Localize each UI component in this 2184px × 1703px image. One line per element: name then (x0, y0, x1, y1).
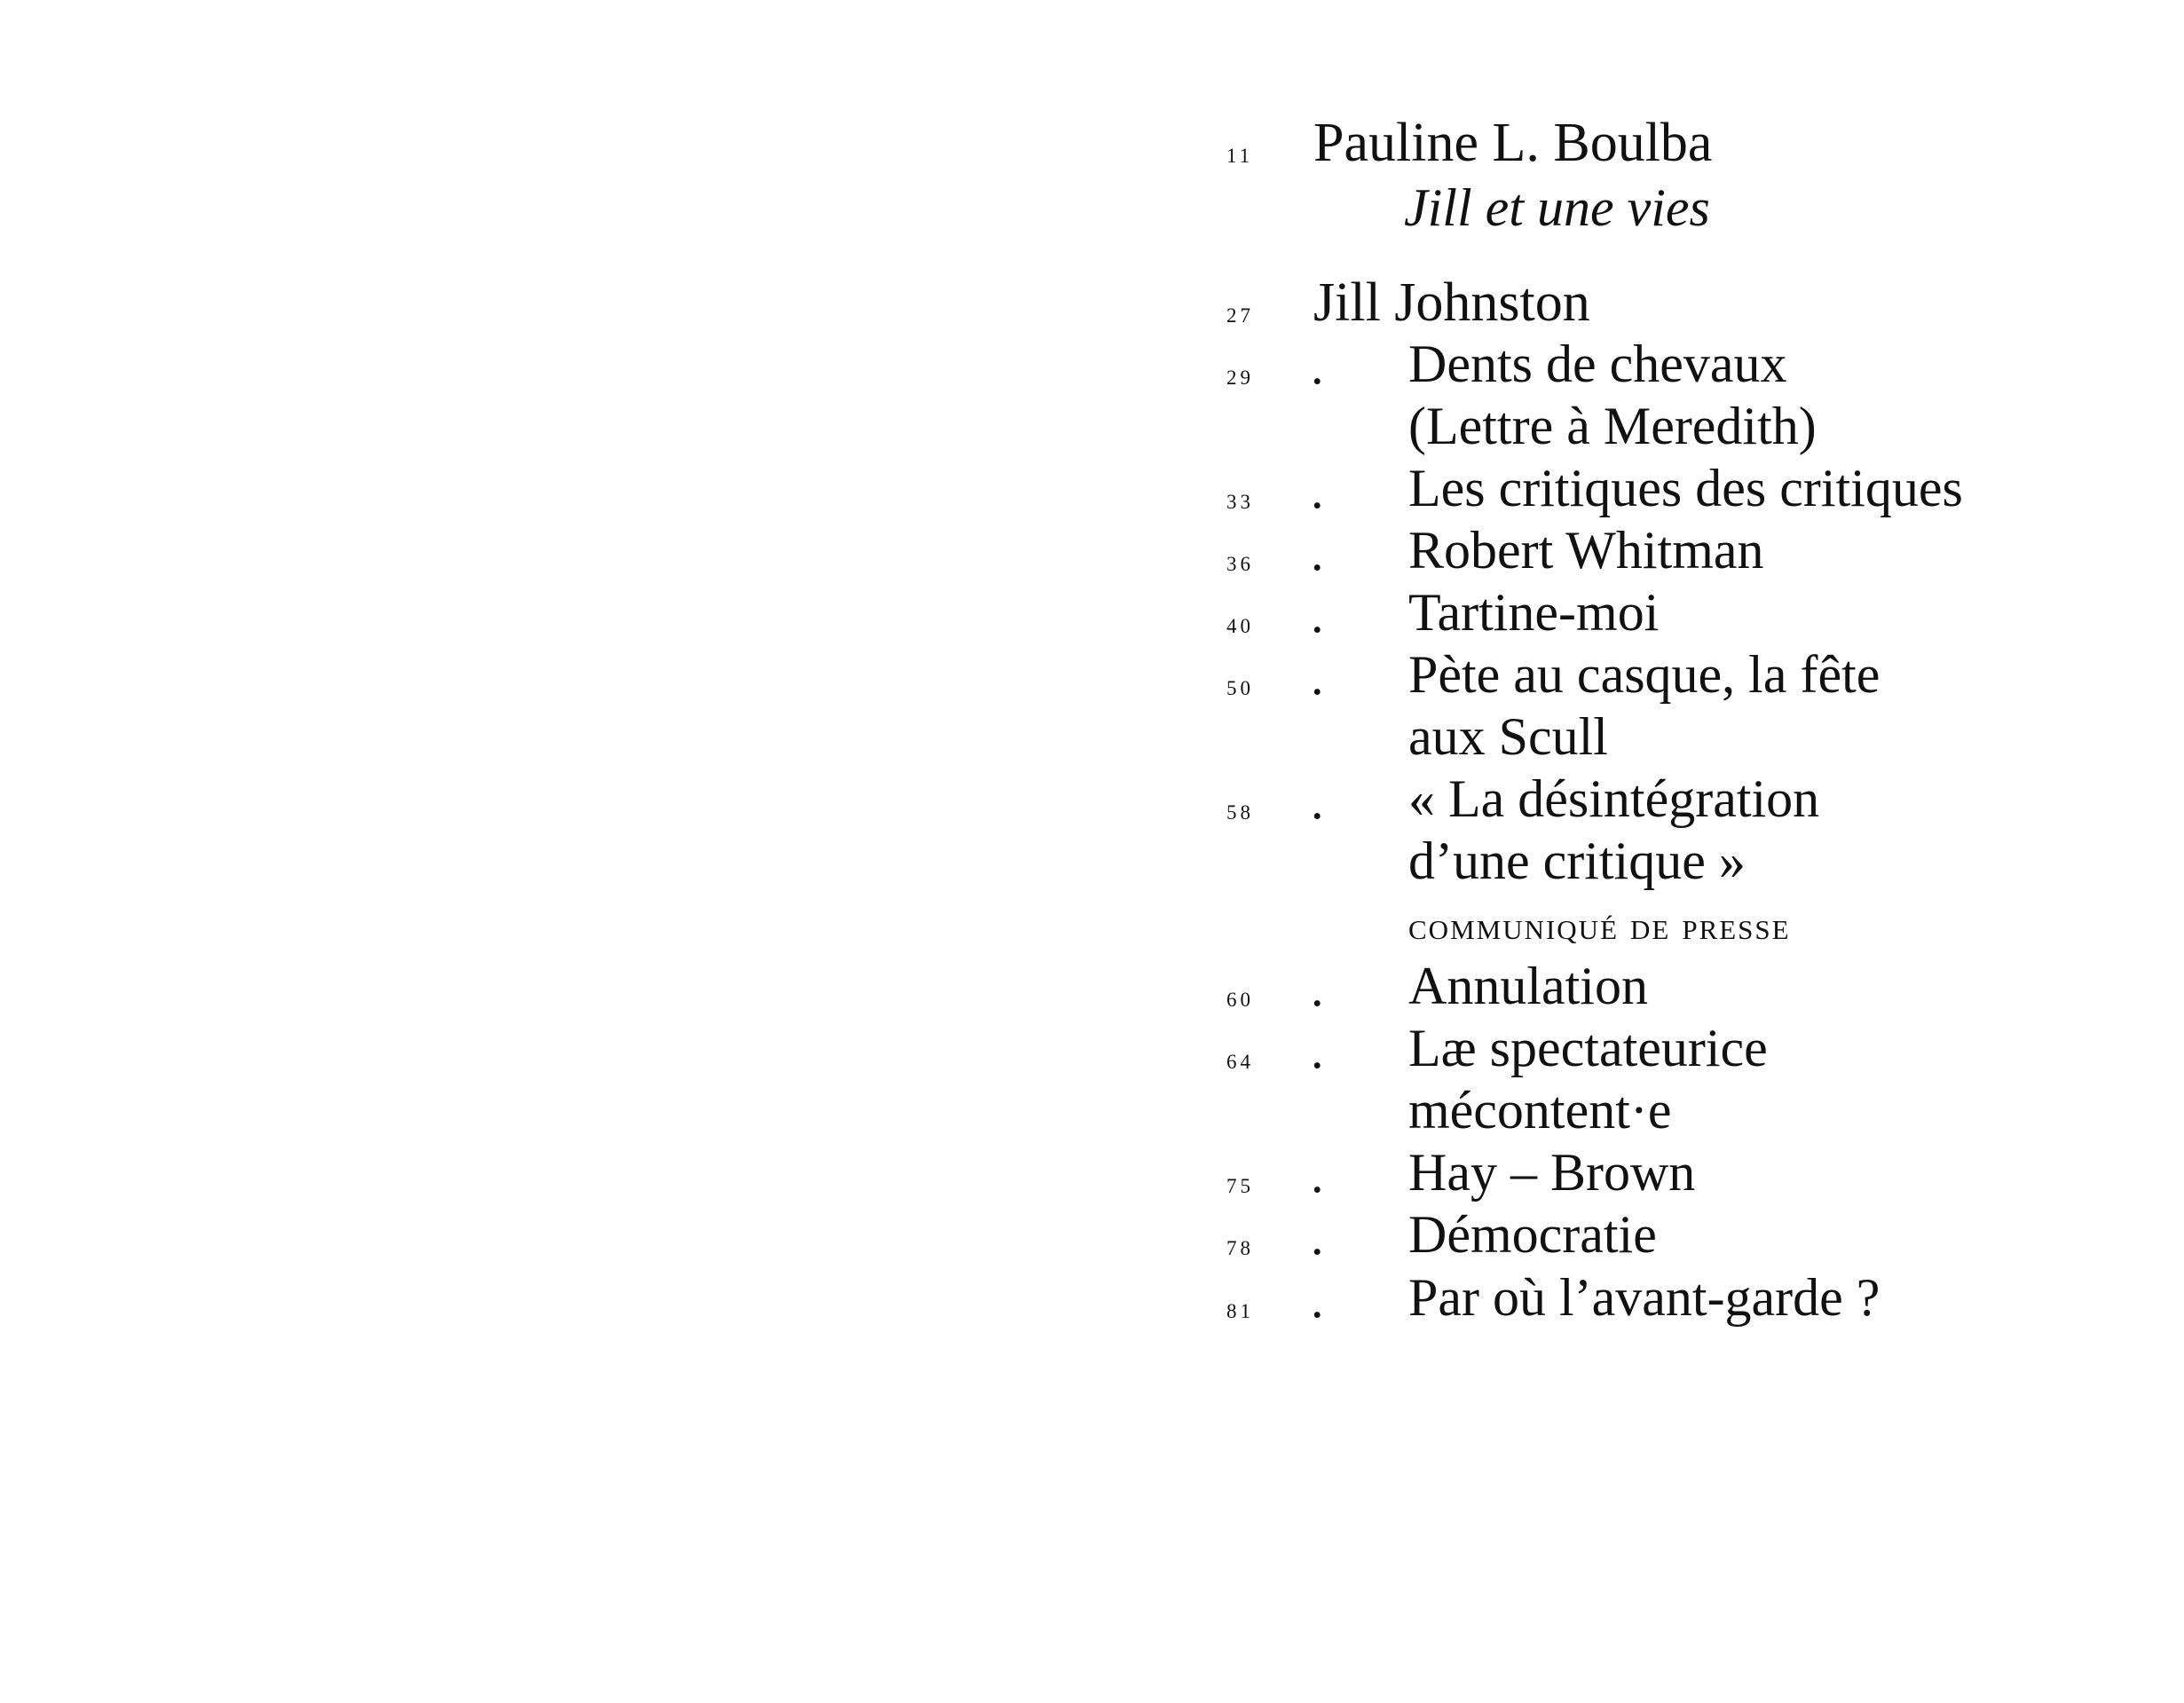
entry-title-line: Tartine-moi (1408, 583, 1660, 642)
page-number: 33 (1226, 491, 1254, 513)
entry-dot: . (1311, 1208, 1324, 1265)
contents-page (1092, 0, 2184, 1703)
entry-title-line: Pète au casque, la fête (1408, 645, 1880, 704)
entry-title-line: Robert Whitman (1408, 521, 1764, 579)
entry-dot: . (1311, 586, 1324, 643)
page-number: 50 (1226, 677, 1254, 699)
page-number: 64 (1226, 1051, 1254, 1073)
entry-note: communiqué de presse (1408, 904, 1791, 948)
entry-title-line: Annulation (1408, 957, 1648, 1015)
entry-dot: . (1311, 524, 1324, 581)
entry-dot: . (1311, 1146, 1324, 1203)
page-number: 78 (1226, 1237, 1254, 1259)
page-number: 81 (1226, 1300, 1254, 1322)
entry-dot: . (1311, 1021, 1324, 1079)
page-number: 75 (1226, 1175, 1254, 1197)
entry-dot: . (1311, 1271, 1324, 1328)
entry-title-line: Démocratie (1408, 1205, 1657, 1264)
page-number: 36 (1226, 553, 1254, 575)
author-name: Jill Johnston (1313, 272, 1590, 333)
entry-dot: . (1311, 461, 1324, 519)
page-number: 40 (1226, 615, 1254, 637)
page-number: 11 (1226, 145, 1254, 167)
table-of-contents (1092, 0, 2184, 1703)
entry-title-line: « La désintégration (1408, 769, 1820, 828)
entry-title-line: mécontent·e (1408, 1081, 1672, 1139)
page-number: 29 (1226, 367, 1254, 389)
entry-title-line: Læ spectateurice (1408, 1019, 1768, 1077)
entry-dot: . (1311, 772, 1324, 830)
entry-title-line: Les critiques des critiques (1408, 459, 1963, 517)
entry-title-line: Dents de chevaux (1408, 335, 1787, 393)
entry-title-line: Par où l’avant-garde ? (1408, 1268, 1880, 1327)
entry-dot: . (1311, 648, 1324, 706)
entry-dot: . (1311, 959, 1324, 1017)
entry-title-line: d’une critique » (1408, 832, 1746, 890)
page-number: 58 (1226, 801, 1254, 824)
essay-title: Jill et une vies (1404, 178, 1710, 237)
page-number: 27 (1226, 304, 1254, 327)
entry-title-line: Hay – Brown (1408, 1143, 1696, 1202)
entry-dot: . (1311, 337, 1324, 395)
entry-title-line: aux Scull (1408, 707, 1608, 766)
author-name: Pauline L. Boulba (1313, 113, 1713, 173)
page-number: 60 (1226, 989, 1254, 1011)
entry-title-line: (Lettre à Meredith) (1408, 397, 1817, 455)
